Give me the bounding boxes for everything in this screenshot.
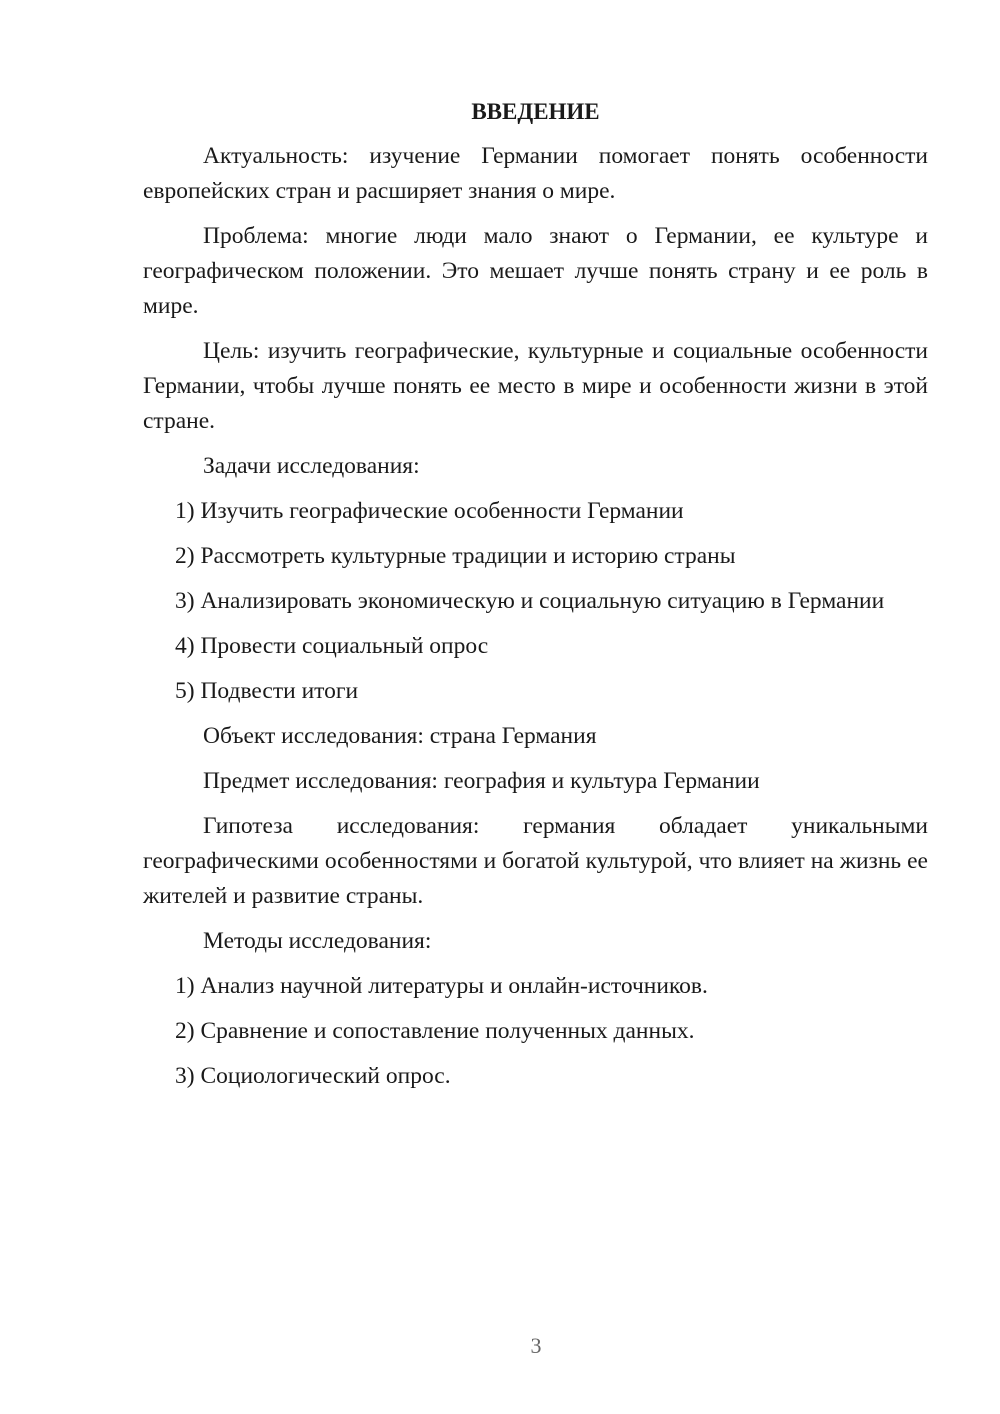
method-item: 2) Сравнение и сопоставление полученных данных.: [175, 1018, 695, 1044]
task-item: 4) Провести социальный опрос: [175, 633, 489, 659]
page-number: 3: [530, 1333, 542, 1358]
object-line: Объект исследования: страна Германия: [203, 723, 597, 749]
subject-line: Предмет исследования: география и культура Германии: [203, 768, 760, 794]
relevance-paragraph: Актуальность: изучение Германии помогает понять особенности европейских стран и расширяет знания о мире.: [143, 143, 928, 204]
method-item: 3) Социологический опрос.: [175, 1063, 451, 1089]
page-content: [143, 94, 928, 1104]
task-item: 2) Рассмотреть культурные традиции и историю страны: [175, 543, 736, 569]
goal-paragraph: Цель: изучить географические, культурные и социальные особенности Германии, чтобы лучше понять ее место в мире и особенности жизни в этой стране.: [143, 338, 928, 434]
task-item: 1) Изучить географические особенности Германии: [175, 498, 684, 524]
task-item: 3) Анализировать экономическую и социальную ситуацию в Германии: [175, 588, 885, 614]
hypothesis-paragraph: Гипотеза исследования: германия обладает уникальными географическими особенностями и богатой культурой, что влияет на жизнь ее жителей и развитие страны.: [143, 813, 928, 909]
tasks-heading: Задачи исследования:: [203, 453, 420, 479]
methods-heading: Методы исследования:: [203, 928, 432, 954]
section-title: ВВЕДЕНИЕ: [471, 99, 600, 124]
task-item: 5) Подвести итоги: [175, 678, 359, 704]
problem-paragraph: Проблема: многие люди мало знают о Германии, ее культуре и географическом положении. Это мешает лучше понять страну и ее роль в мире.: [143, 223, 928, 319]
method-item: 1) Анализ научной литературы и онлайн-источников.: [175, 973, 708, 999]
